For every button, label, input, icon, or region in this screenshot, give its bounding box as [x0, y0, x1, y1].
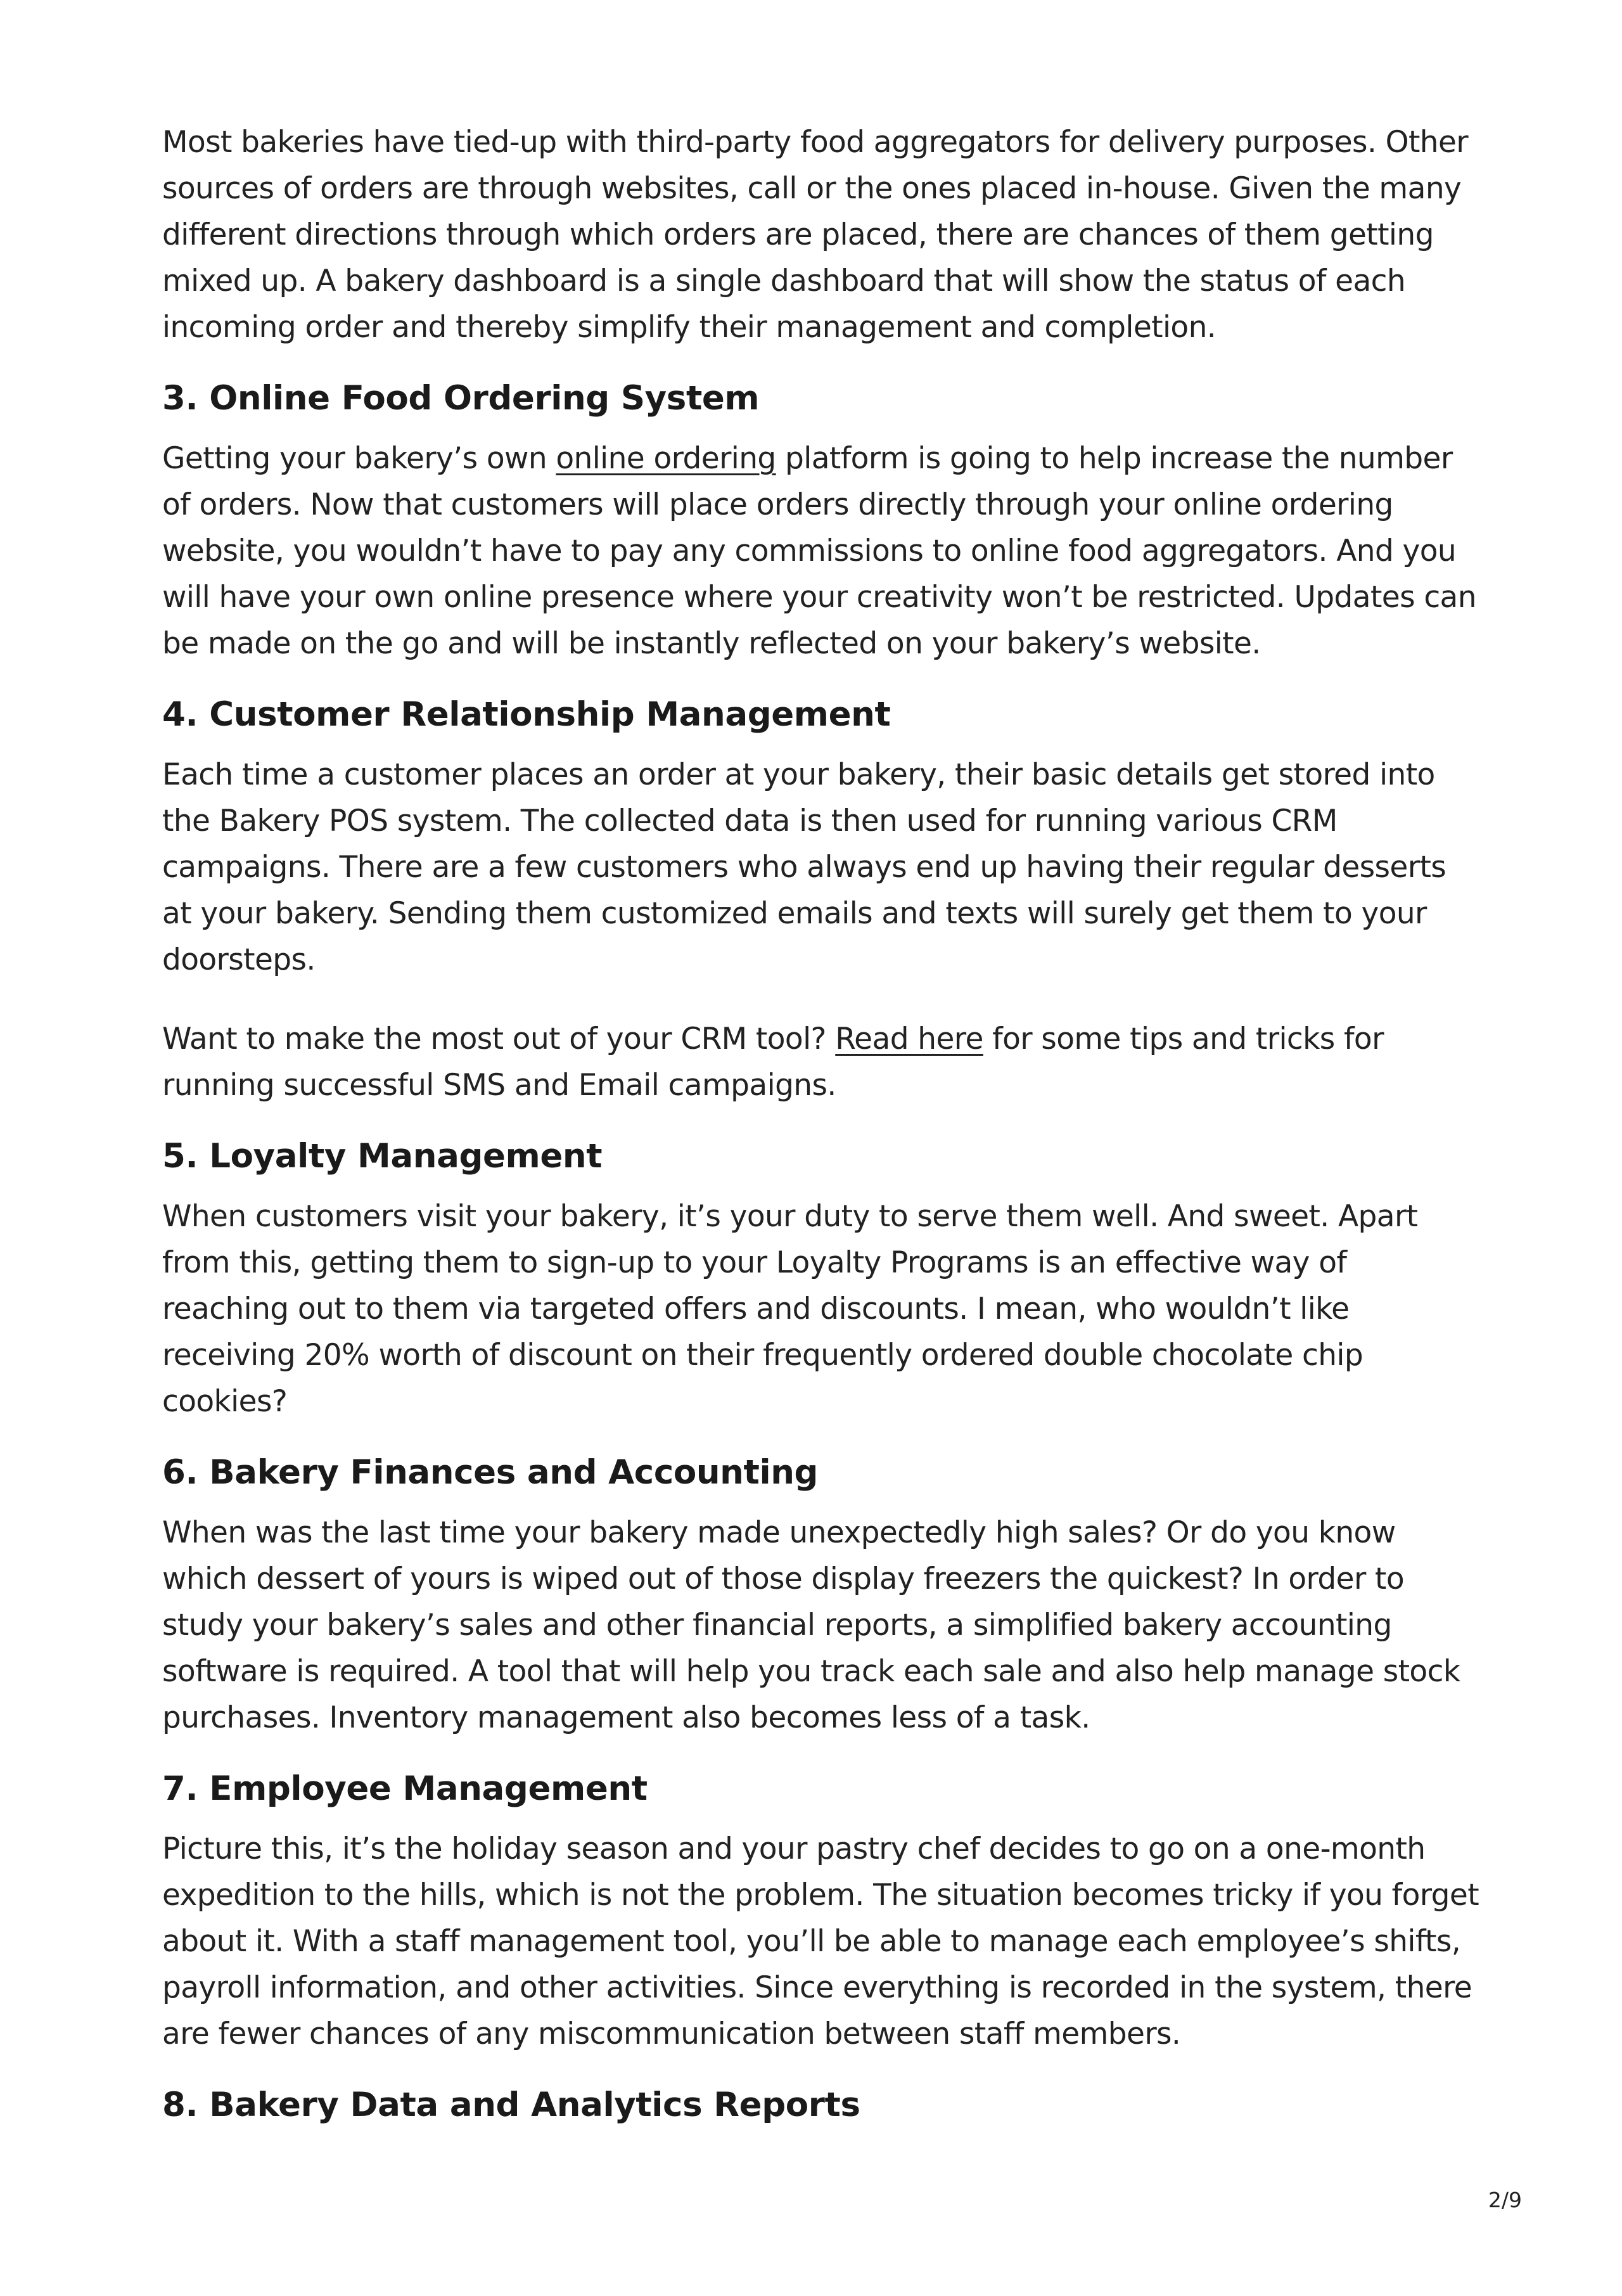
finances-paragraph: When was the last time your bakery made unexpectedly high sales? Or do you know which dessert of yours is wiped out of those display freezers the quickest? In order to study your bakery’s sales and other financial reports, a simplified bakery accounting software is required. A tool that will help you track each sale and also help manage stock purchases. Inventory management also becomes less of a task.: [162, 1515, 1460, 1735]
section-heading-employee: 7. Employee Management: [162, 1769, 648, 1808]
intro-paragraph: Most bakeries have tied-up with third-party food aggregators for delivery purposes. Other sources of orders are through websites, call or the ones placed in-house. Given the many different directions through which orders are placed, there are chances of them getting mixed up. A bakery dashboard is a single dashboard that will show the status of each incoming order and thereby simplify their management and completion.: [162, 125, 1469, 345]
online-ordering-link[interactable]: online ordering: [556, 441, 776, 476]
online-ordering-text-before-link: Getting your bakery’s own: [162, 441, 556, 476]
crm-tip-paragraph: [162, 1016, 1480, 1108]
section-heading-analytics: 8. Bakery Data and Analytics Reports: [162, 2086, 860, 2124]
section-heading-finances: 6. Bakery Finances and Accounting: [162, 1453, 819, 1492]
employee-paragraph: Picture this, it’s the holiday season and your pastry chef decides to go on a one-month expedition to the hills, which is not the problem. The situation becomes tricky if you forget about it. With a staff management tool, you’ll be able to manage each employee’s shifts, payroll information, and other activities. Since everything is recorded in the system, there are fewer chances of any miscommunication between staff members.: [162, 1831, 1479, 2051]
section-heading-crm: 4. Customer Relationship Management: [162, 695, 891, 734]
section-heading-online-food-ordering: 3. Online Food Ordering System: [162, 379, 760, 418]
online-ordering-paragraph: [162, 435, 1480, 667]
document-page: [162, 119, 1480, 2128]
crm-tip-text-after-link: for some tips and tricks for running successful SMS and Email campaigns.: [162, 1022, 1384, 1103]
loyalty-paragraph: When customers visit your bakery, it’s your duty to serve them well. And sweet. Apart from this, getting them to sign-up to your Loyalty Programs is an effective way of reaching out to them via targeted offers and discounts. I mean, who wouldn’t like receiving 20% worth of discount on their frequently ordered double chocolate chip cookies?: [162, 1199, 1418, 1419]
page-number: 2/9: [1488, 2188, 1522, 2212]
online-ordering-text-after-link: platform is going to help increase the number of orders. Now that customers will place orders directly through your online ordering website, you wouldn’t have to pay any commissions to online food aggregators. And you will have your own online presence where your creativity won’t be restricted. Updates can be made on the go and will be instantly reflected on your bakery’s website.: [162, 441, 1476, 661]
crm-tip-text-before-link: Want to make the most out of your CRM tool?: [162, 1022, 836, 1056]
crm-paragraph: Each time a customer places an order at your bakery, their basic details get stored into the Bakery POS system. The collected data is then used for running various CRM campaigns. There are a few customers who always end up having their regular desserts at your bakery. Sending them customized emails and texts will surely get them to your doorsteps.: [162, 757, 1446, 977]
read-here-link[interactable]: Read here: [835, 1022, 983, 1056]
section-heading-loyalty: 5. Loyalty Management: [162, 1137, 603, 1176]
